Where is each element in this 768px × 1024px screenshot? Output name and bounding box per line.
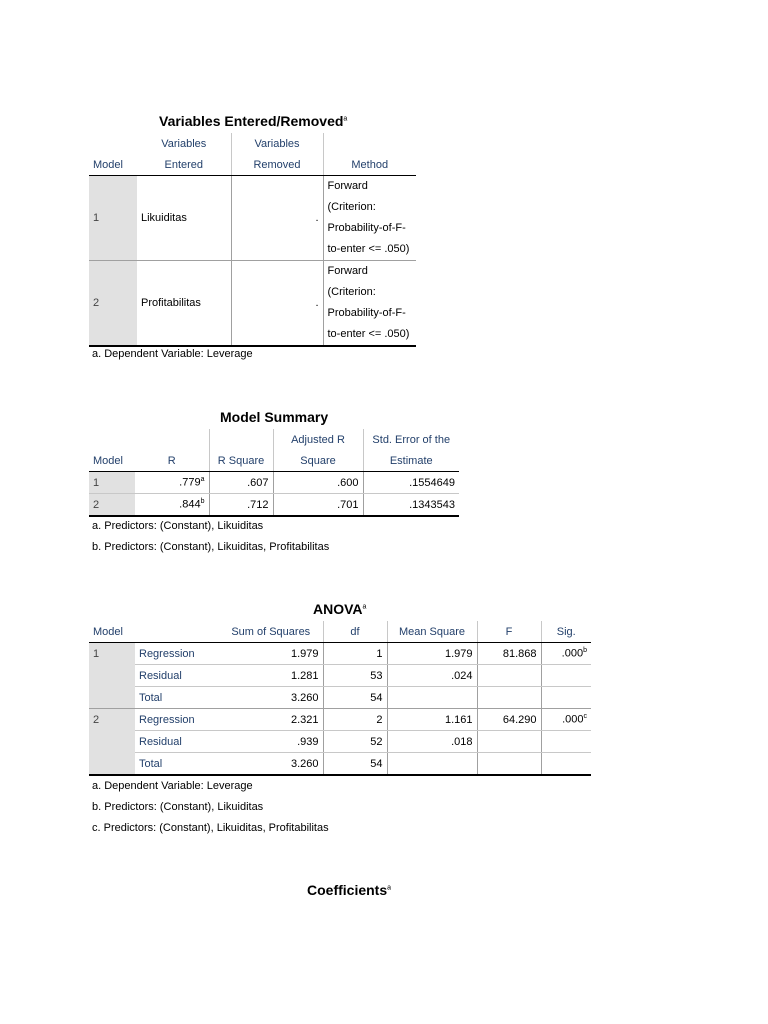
anova-r4-ss: 2.321 [219,709,323,731]
ver-r2-entered: Profitabilitas [137,261,231,347]
anova-r6-ms [387,753,477,776]
anova-r5-df: 52 [323,731,387,753]
ver-h-removed-2: Removed [231,154,323,176]
ms-r1-r-sup: a [200,476,205,484]
anova-r1-sig [541,643,591,665]
ver-r1-method-3: Probability-of-F- [327,222,406,234]
ver-r2-method [323,261,416,347]
anova-h-model: Model [89,621,135,643]
anova-r1-df: 1 [323,643,387,665]
ms-r2-r-val: .844 [179,498,201,511]
ms-h-model: Model [89,450,135,472]
variables-entered-removed-table [89,133,416,347]
ms-r2-rsq: .712 [209,494,273,517]
coef-title-sup: a [387,884,392,892]
ver-h-entered-2: Entered [137,154,231,176]
coef-title-text: Coefficients [307,882,388,898]
anova-r2-ss: 1.281 [219,665,323,687]
anova-r1-sig-sup: b [583,647,587,655]
anova-r4-sig-sup: c [583,713,587,721]
anova-r4-f: 64.290 [477,709,541,731]
ms-h-blank-3 [209,429,273,450]
anova-r3-f [477,687,541,709]
anova-footnote-a: a. Dependent Variable: Leverage [92,780,253,792]
anova-r6-sig [541,753,591,776]
ver-title-text: Variables Entered/Removed [159,113,344,129]
ver-h-removed-1: Variables [231,133,323,154]
table-row [89,687,591,709]
ms-r1-adj: .600 [273,472,363,494]
anova-r2-model [89,665,135,687]
anova-r3-df: 54 [323,687,387,709]
anova-r5-ms: .018 [387,731,477,753]
ms-footnote-b: b. Predictors: (Constant), Likuiditas, Profitabilitas [92,541,330,553]
ms-r2-r [135,494,209,517]
table-row [89,709,591,731]
ms-h-se-2: Estimate [363,450,459,472]
ver-r1-method [323,176,416,261]
anova-r3-ss: 3.260 [219,687,323,709]
ver-r1-method-1: Forward [327,180,368,192]
anova-footnote-b: b. Predictors: (Constant), Likuiditas [92,801,264,813]
ms-r1-model: 1 [89,472,135,494]
ver-r2-removed: . [231,261,323,347]
anova-title-sup: a [362,603,367,611]
ver-title [159,113,347,129]
ms-r2-r-sup: b [200,498,205,506]
anova-h-ms: Mean Square [387,621,477,643]
ver-r1-method-2: (Criterion: [327,201,376,213]
anova-r6-f [477,753,541,776]
anova-h-ss: Sum of Squares [219,621,323,643]
anova-r4-df: 2 [323,709,387,731]
anova-r1-ms: 1.979 [387,643,477,665]
table-row [89,261,416,347]
anova-footnote-c: c. Predictors: (Constant), Likuiditas, Profitabilitas [92,822,329,834]
anova-title [313,601,366,617]
ver-r2-model: 2 [89,261,137,347]
anova-r4-ms: 1.161 [387,709,477,731]
ver-r2-method-4: to-enter <= .050) [327,328,410,340]
ms-r1-se: .1554649 [363,472,459,494]
anova-table [89,621,591,776]
anova-h-source [135,621,219,643]
anova-r2-source: Residual [135,665,219,687]
ms-h-adj-2: Square [273,450,363,472]
ms-r1-r-val: .779 [179,476,201,489]
anova-r2-df: 53 [323,665,387,687]
anova-r6-model [89,753,135,776]
anova-r1-source: Regression [135,643,219,665]
anova-r5-source: Residual [135,731,219,753]
coef-title [307,882,391,898]
ver-r1-method-4: to-enter <= .050) [327,243,410,255]
ms-r1-rsq: .607 [209,472,273,494]
ver-r2-method-1: Forward [327,265,368,277]
anova-h-df: df [323,621,387,643]
ms-h-r: R [135,450,209,472]
table-row [89,731,591,753]
anova-r6-df: 54 [323,753,387,776]
ver-r1-model: 1 [89,176,137,261]
anova-r6-source: Total [135,753,219,776]
ver-h-model: Model [89,154,137,176]
anova-r6-ss: 3.260 [219,753,323,776]
anova-r4-sig [541,709,591,731]
ms-h-blank-2 [135,429,209,450]
ver-h-method: Method [323,154,416,176]
anova-h-sig: Sig. [541,621,591,643]
anova-r4-source: Regression [135,709,219,731]
anova-r2-f [477,665,541,687]
anova-r5-model [89,731,135,753]
table-row [89,494,459,517]
anova-r2-ms: .024 [387,665,477,687]
table-row [89,643,591,665]
anova-r1-f: 81.868 [477,643,541,665]
table-row [89,176,416,261]
ms-footnote-a: a. Predictors: (Constant), Likuiditas [92,520,264,532]
anova-r5-sig [541,731,591,753]
anova-r2-sig [541,665,591,687]
anova-r1-model: 1 [89,643,135,665]
ver-h-entered-1: Variables [137,133,231,154]
anova-h-f: F [477,621,541,643]
table-row [89,472,459,494]
model-summary-grid [89,429,459,517]
ver-r1-removed: . [231,176,323,261]
ms-h-blank-1 [89,429,135,450]
anova-r1-sig-val: .000 [561,647,584,660]
ms-title: Model Summary [220,409,329,425]
anova-r1-ss: 1.979 [219,643,323,665]
ms-r1-r [135,472,209,494]
ms-r2-adj: .701 [273,494,363,517]
anova-r4-model: 2 [89,709,135,731]
ms-h-rsq: R Square [209,450,273,472]
ms-h-adj-1: Adjusted R [273,429,363,450]
ver-title-sup: a [343,115,348,123]
anova-title-text: ANOVA [313,601,363,617]
ver-footnote-a: a. Dependent Variable: Leverage [92,348,253,360]
table-row [89,753,591,776]
anova-r3-sig [541,687,591,709]
anova-r3-source: Total [135,687,219,709]
ver-r2-method-3: Probability-of-F- [327,307,406,319]
anova-r5-ss: .939 [219,731,323,753]
anova-r5-f [477,731,541,753]
ver-h-blank [89,133,137,154]
table-row [89,665,591,687]
anova-r4-sig-val: .000 [562,713,584,726]
ver-r1-entered: Likuiditas [137,176,231,261]
ms-r2-model: 2 [89,494,135,517]
ver-h-method-blank [323,133,416,154]
anova-r3-ms [387,687,477,709]
ms-h-se-1: Std. Error of the [372,433,451,446]
ms-r2-se: .1343543 [363,494,459,517]
anova-r3-model [89,687,135,709]
ver-r2-method-2: (Criterion: [327,286,376,298]
